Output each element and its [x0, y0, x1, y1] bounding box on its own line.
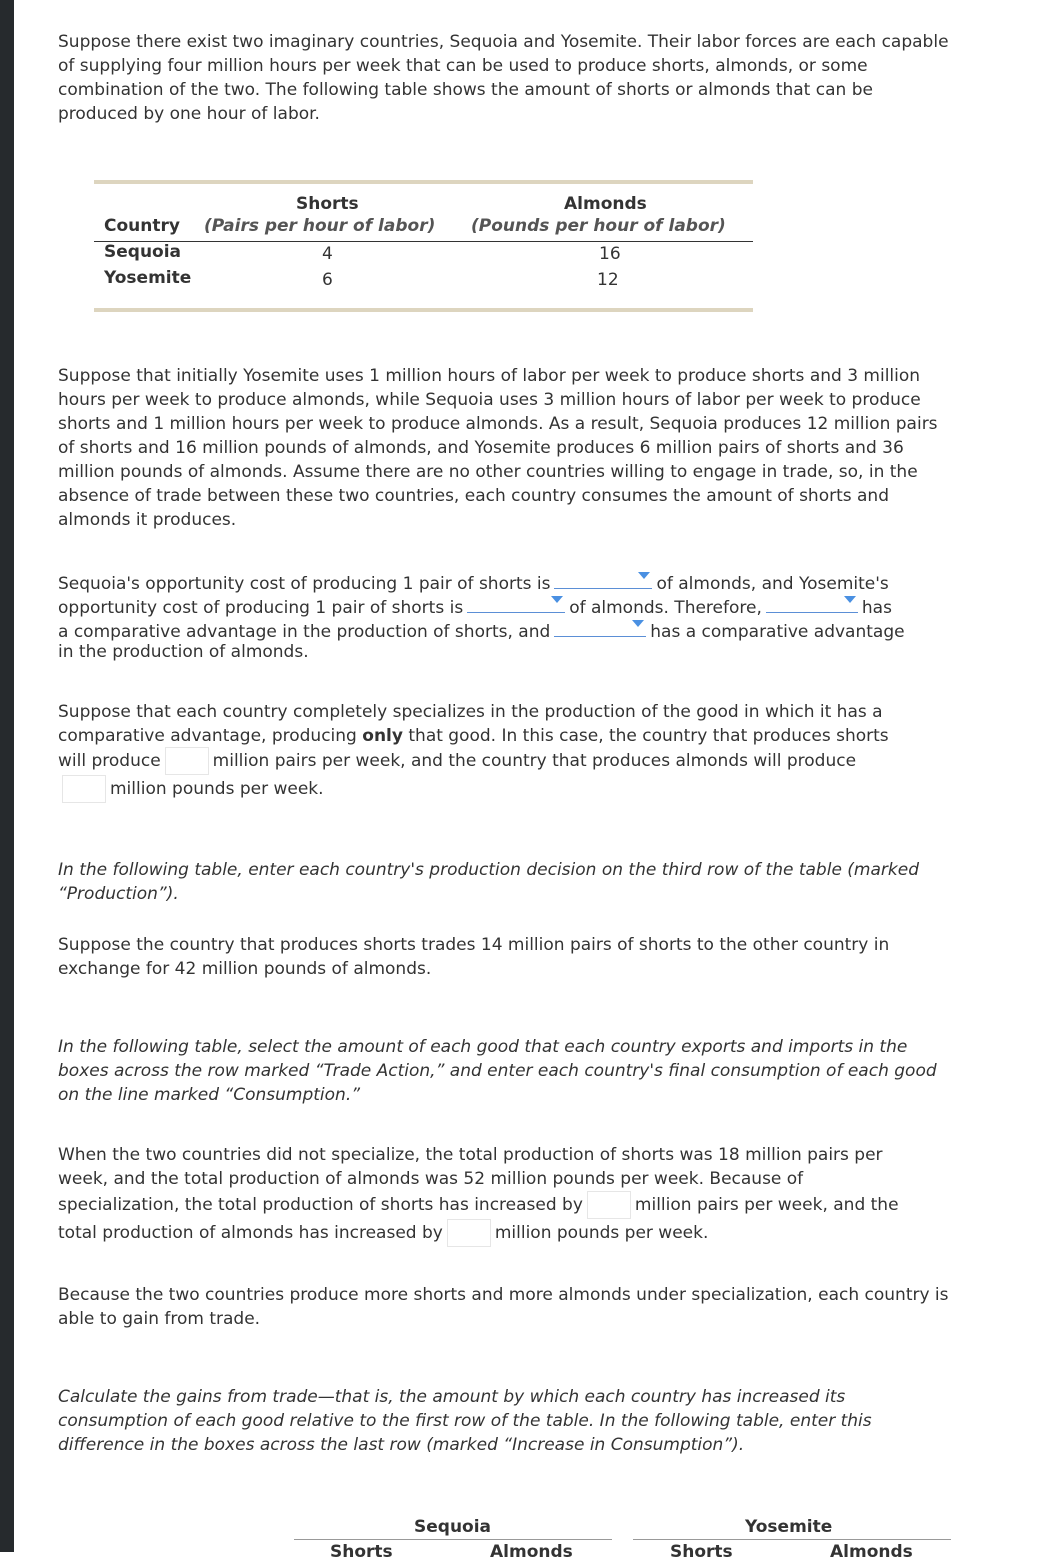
shorts-advantage-country-dropdown[interactable] — [766, 592, 858, 613]
spec-text: million pounds per week. — [110, 779, 324, 799]
header-shorts-unit: (Pairs per hour of labor) — [204, 216, 436, 236]
spec-text: comparative advantage, producing — [58, 726, 357, 746]
header-almonds: Almonds — [564, 194, 647, 214]
gains-instructions: Calculate the gains from trade—that is, the amount by which each country has increased its consumption of each good relative to the first row of the table. In the following table, enter this difference in the boxes across the last row (marked “Increase in Consumption”). — [58, 1387, 872, 1455]
sequoia-oc-dropdown[interactable] — [554, 568, 652, 589]
sequoia-column-header: Sequoia — [414, 1517, 492, 1537]
header-almonds-unit: (Pounds per hour of labor) — [471, 216, 726, 236]
gain-text: Because the two countries produce more shorts and more almonds under specialization, each country is able to gain from trade. — [58, 1285, 949, 1329]
left-edge-bar — [0, 0, 14, 1552]
chevron-down-icon — [551, 596, 563, 603]
yosemite-shorts-header: Shorts — [670, 1542, 733, 1562]
production-instructions: In the following table, enter each country's production decision on the third row of the table (marked “Production”). — [58, 860, 919, 904]
intro-text: Suppose there exist two imaginary countries, Sequoia and Yosemite. Their labor forces are each capable of supplying four million hours per week that can be used to produce shorts, almonds, or some combination of the two. The following table shows the amount of shorts or almonds that can be produced by one hour of labor. — [58, 32, 949, 124]
oc-text: in the production of almonds. — [58, 642, 309, 662]
header-rule — [94, 241, 753, 242]
spec-text: will produce — [58, 751, 161, 771]
spec-text: Suppose that each country completely specializes in the production of the good in which it has a — [58, 702, 883, 722]
oc-text: opportunity cost of producing 1 pair of shorts is — [58, 598, 464, 618]
oc-text: has — [861, 598, 892, 618]
row-almonds-value: 12 — [597, 270, 619, 290]
trade-text: Suppose the country that produces shorts trades 14 million pairs of shorts to the other country in exchange for 42 million pounds of almonds. — [58, 935, 890, 979]
yosemite-column-header: Yosemite — [745, 1517, 833, 1537]
oc-text: a comparative advantage in the production of shorts, and — [58, 622, 551, 642]
shorts-production-input[interactable] — [165, 747, 209, 775]
totals-text: total production of almonds has increased by — [58, 1223, 443, 1243]
trade-instructions: In the following table, select the amount of each good that each country exports and imports in the boxes across the row marked “Trade Action,” and enter each country's final consumption of each good on the line marked “Consumption.” — [58, 1037, 937, 1105]
yosemite-almonds-header: Almonds — [830, 1542, 913, 1562]
totals-text: specialization, the total production of shorts has increased by — [58, 1195, 583, 1215]
header-country: Country — [104, 216, 180, 236]
spec-text: million pairs per week, and the country that produces almonds will produce — [212, 751, 857, 771]
oc-text: of almonds, and Yosemite's — [656, 574, 889, 594]
almonds-increase-input[interactable] — [447, 1219, 491, 1247]
almonds-production-input[interactable] — [62, 775, 106, 803]
oc-text: Sequoia's opportunity cost of producing 1 pair of shorts is — [58, 574, 551, 594]
sequoia-shorts-header: Shorts — [330, 1542, 393, 1562]
row-country: Sequoia — [104, 242, 182, 262]
row-shorts-value: 6 — [322, 270, 333, 290]
totals-text: million pounds per week. — [494, 1223, 709, 1243]
spec-emphasis: only — [362, 726, 403, 746]
totals-text: million pairs per week, and the — [634, 1195, 899, 1215]
header-shorts: Shorts — [296, 194, 359, 214]
totals-text: When the two countries did not specialize, the total production of shorts was 18 million pairs per — [58, 1145, 883, 1165]
yosemite-oc-dropdown[interactable] — [467, 592, 565, 613]
shorts-increase-input[interactable] — [587, 1191, 631, 1219]
row-almonds-value: 16 — [599, 244, 621, 264]
sequoia-header-rule — [294, 1539, 612, 1540]
productivity-table — [94, 180, 753, 312]
chevron-down-icon — [638, 572, 650, 579]
spec-text: that good. In this case, the country that produces shorts — [408, 726, 889, 746]
yosemite-header-rule — [633, 1539, 951, 1540]
row-shorts-value: 4 — [322, 244, 333, 264]
initial-scenario-text: Suppose that initially Yosemite uses 1 million hours of labor per week to produce shorts and 3 million hours per week to produce almonds, while Sequoia uses 3 million hours of labor per week to produce shorts and 1 million hours per week to produce almonds. As a result, Sequoia produces 12 million pairs of shorts and 16 million pounds of almonds, and Yosemite produces 6 million pairs of shorts and 36 million pounds of almonds. Assume there are no other countries willing to engage in trade, so, in the absence of trade between these two countries, each country consumes the amount of shorts and almonds it produces. — [58, 366, 938, 530]
oc-text: of almonds. Therefore, — [569, 598, 762, 618]
oc-text: has a comparative advantage — [650, 622, 905, 642]
chevron-down-icon — [632, 620, 644, 627]
totals-text: week, and the total production of almonds was 52 million pounds per week. Because of — [58, 1169, 804, 1189]
sequoia-almonds-header: Almonds — [490, 1542, 573, 1562]
row-country: Yosemite — [104, 268, 192, 288]
chevron-down-icon — [844, 596, 856, 603]
almonds-advantage-country-dropdown[interactable] — [554, 616, 646, 637]
